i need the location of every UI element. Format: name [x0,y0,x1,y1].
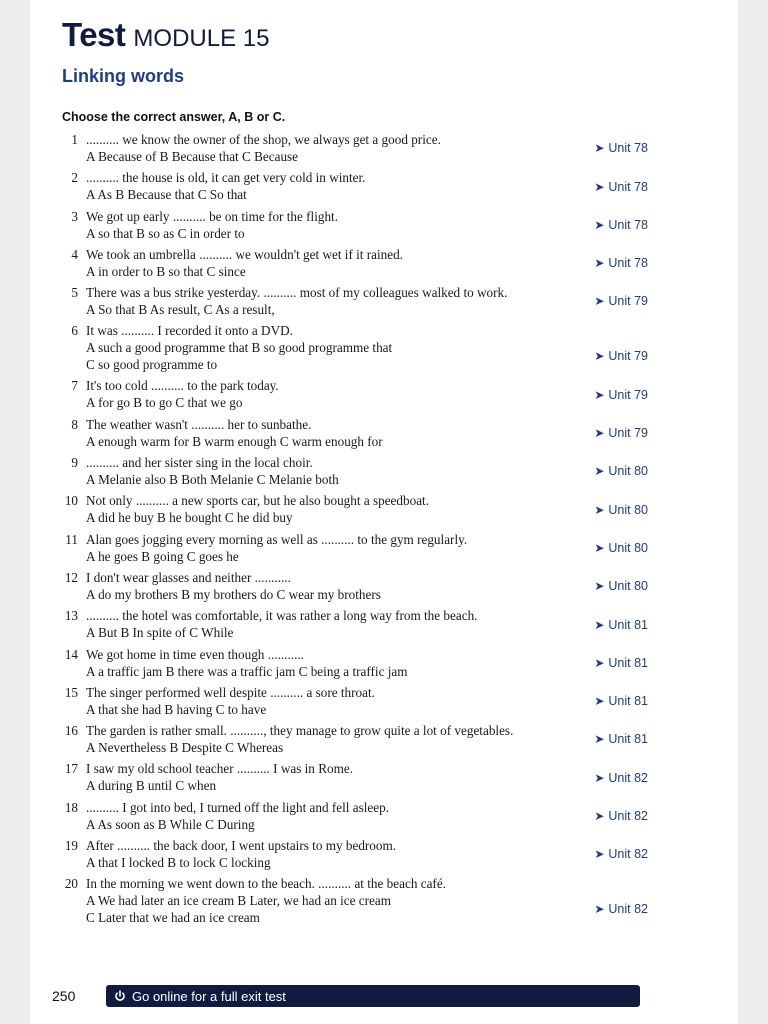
answer-options: A for go B to go C that we go [86,395,243,411]
unit-reference [594,425,648,442]
question-text: The singer performed well despite .......... a sore throat. [86,684,375,700]
question-number: 2 [71,170,78,186]
answer-options: A But B In spite of C While [86,625,234,641]
question-number: 7 [71,378,78,394]
unit-reference [594,387,648,404]
arrow-right-icon: ➤ [594,256,605,271]
question-line [58,284,648,301]
question-number: 6 [71,323,78,339]
question-number: 8 [71,416,78,432]
answer-options: A So that B As result, C As a result, [86,302,275,318]
unit-reference [594,846,648,863]
unit-reference-text: Unit 80 [608,540,648,555]
answer-options: A As B Because that C So that [86,187,247,203]
question-line [58,569,648,586]
arrow-right-icon: ➤ [594,902,605,917]
answer-options: A do my brothers B my brothers do C wear my brothers [86,586,381,602]
unit-reference-text: Unit 79 [608,349,648,364]
instructions: Choose the correct answer, A, B or C. [62,110,286,124]
arrow-right-icon: ➤ [594,464,605,479]
unit-reference [594,217,648,234]
unit-reference [594,463,648,480]
answer-options: A Because of B Because that C Because [86,149,299,164]
question-text: .......... we know the owner of the shop, we always get a good price. [86,132,441,147]
unit-reference [594,502,648,519]
question-number: 19 [64,838,78,854]
question-number: 15 [64,684,78,700]
page-subtitle: Linking words [62,66,185,86]
question-item [58,284,648,322]
answer-options: A that she had B having C to have [86,701,267,717]
question-text: Not only .......... a new sports car, but he also bought a speedboat. [86,493,430,509]
question-line [58,837,648,854]
arrow-right-icon: ➤ [594,349,605,364]
answer-options: A Melanie also B Both Melanie C Melanie both [86,472,339,488]
question-item [58,322,648,377]
unit-reference [594,770,648,787]
question-item [58,131,648,169]
question-number: 13 [64,608,78,624]
question-item [58,377,648,415]
question-text: It's too cold .......... to the park today. [86,378,279,394]
question-line [58,875,648,892]
title-test: Test [62,16,126,53]
unit-reference-text: Unit 80 [608,464,648,479]
question-item [58,799,648,837]
arrow-right-icon: ➤ [594,770,605,785]
unit-reference-text: Unit 82 [608,809,648,824]
unit-reference-text: Unit 81 [608,655,648,670]
unit-reference-text: Unit 81 [608,694,648,709]
question-text: The garden is rather small. .........., they manage to grow quite a lot of vegetables. [86,723,514,739]
question-number: 5 [71,285,78,301]
answer-options: A Nevertheless B Despite C Whereas [86,740,284,756]
question-list [58,131,648,930]
question-text: We took an umbrella .......... we wouldn't get wet if it rained. [86,246,404,262]
unit-reference-text: Unit 78 [608,256,648,271]
unit-reference [594,693,648,710]
arrow-right-icon: ➤ [594,217,605,232]
question-text: .......... and her sister sing in the local choir. [86,455,313,471]
question-item [58,875,648,930]
question-item [58,837,648,875]
arrow-right-icon: ➤ [594,694,605,709]
unit-reference-text: Unit 81 [608,732,648,747]
unit-reference-text: Unit 78 [608,217,648,232]
arrow-right-icon: ➤ [594,847,605,862]
question-item [58,760,648,798]
answer-options: C Later that we had an ice cream [86,910,260,926]
question-item [58,646,648,684]
question-number: 14 [64,646,78,662]
arrow-right-icon: ➤ [594,141,605,156]
question-line [58,760,648,777]
unit-reference [594,140,648,157]
arrow-right-icon: ➤ [594,294,605,309]
unit-reference [594,808,648,825]
unit-reference-text: Unit 82 [608,847,648,862]
arrow-right-icon: ➤ [594,809,605,824]
power-icon [114,990,126,1002]
unit-reference [594,348,648,365]
arrow-right-icon: ➤ [594,387,605,402]
unit-reference [594,731,648,748]
answer-options: A such a good programme that B so good programme that [86,340,393,356]
question-item [58,569,648,607]
question-line [58,684,648,701]
question-text: .......... the hotel was comfortable, it was rather a long way from the beach. [86,608,478,624]
question-number: 1 [71,132,78,147]
answer-options: A he goes B going C goes he [86,548,239,564]
page-title [62,16,269,54]
question-number: 10 [64,493,78,509]
answer-options: A so that B so as C in order to [86,225,245,241]
question-item [58,169,648,207]
unit-reference-text: Unit 79 [608,294,648,309]
question-text: After .......... the back door, I went upstairs to my bedroom. [86,838,397,854]
unit-reference-text: Unit 81 [608,617,648,632]
unit-reference [594,255,648,272]
arrow-right-icon: ➤ [594,655,605,670]
question-item [58,454,648,492]
answer-options: A in order to B so that C since [86,263,246,279]
question-item [58,416,648,454]
question-item [58,492,648,530]
unit-reference [594,540,648,557]
question-item [58,722,648,760]
answer-options: A enough warm for B warm enough C warm enough for [86,433,383,449]
unit-reference [594,179,648,196]
question-line [58,531,648,548]
question-number: 16 [64,723,78,739]
question-text: The weather wasn't .......... her to sunbathe. [86,416,312,432]
unit-reference [594,617,648,634]
question-line [58,377,648,394]
question-text: I don't wear glasses and neither ........... [86,569,291,585]
answer-options: A did he buy B he bought C he did buy [86,510,293,526]
question-text: There was a bus strike yesterday. .......... most of my colleagues walked to work. [86,285,508,301]
question-line [58,722,648,739]
question-item [58,607,648,645]
question-number: 17 [64,761,78,777]
question-line [58,169,648,186]
question-line [58,454,648,471]
answer-options: A during B until C when [86,778,217,794]
unit-reference-text: Unit 82 [608,770,648,785]
question-text: I saw my old school teacher .......... I was in Rome. [86,761,353,777]
arrow-right-icon: ➤ [594,179,605,194]
question-line [58,492,648,509]
banner-text: Go online for a full exit test [132,988,286,1004]
question-item [58,531,648,569]
question-text: We got home in time even though ........... [86,646,304,662]
arrow-right-icon: ➤ [594,426,605,441]
question-text: We got up early .......... be on time for the flight. [86,208,339,224]
question-text: In the morning we went down to the beach. .......... at the beach café. [86,876,446,892]
question-item [58,684,648,722]
question-number: 11 [65,531,78,547]
question-line [58,416,648,433]
unit-reference-text: Unit 78 [608,141,648,156]
page-number: 250 [52,988,76,1004]
answer-options: A As soon as B While C During [86,816,255,832]
unit-reference [594,293,648,310]
unit-reference-text: Unit 82 [608,902,648,917]
unit-reference [594,578,648,595]
answer-options: A a traffic jam B there was a traffic jam C being a traffic jam [86,663,408,679]
arrow-right-icon: ➤ [594,617,605,632]
question-item [58,246,648,284]
unit-reference [594,655,648,672]
question-text: .......... the house is old, it can get very cold in winter. [86,170,366,186]
unit-reference-text: Unit 80 [608,579,648,594]
unit-reference-text: Unit 80 [608,502,648,517]
answer-options: A that I locked B to lock C locking [86,855,271,871]
question-line [58,607,648,624]
unit-reference-text: Unit 78 [608,179,648,194]
answer-options: C so good programme to [86,357,218,373]
arrow-right-icon: ➤ [594,540,605,555]
question-text: Alan goes jogging every morning as well as .......... to the gym regularly. [86,531,468,547]
question-text: It was .......... I recorded it onto a DVD. [86,323,293,339]
question-text: .......... I got into bed, I turned off the light and fell asleep. [86,799,389,815]
question-number: 3 [71,208,78,224]
question-number: 20 [64,876,78,892]
online-test-banner[interactable] [106,985,640,1007]
unit-reference [594,901,648,918]
unit-reference-text: Unit 79 [608,387,648,402]
arrow-right-icon: ➤ [594,732,605,747]
unit-reference-text: Unit 79 [608,426,648,441]
question-number: 9 [71,455,78,471]
question-line [58,208,648,225]
answer-options: A We had later an ice cream B Later, we had an ice cream [86,893,391,909]
arrow-right-icon: ➤ [594,579,605,594]
question-line [58,646,648,663]
question-number: 12 [64,569,78,585]
question-line [58,246,648,263]
question-line [58,131,648,148]
title-module: MODULE 15 [133,25,270,52]
question-number: 18 [64,799,78,815]
question-number: 4 [71,246,78,262]
arrow-right-icon: ➤ [594,502,605,517]
question-line [58,799,648,816]
question-line [58,322,648,339]
question-item [58,208,648,246]
